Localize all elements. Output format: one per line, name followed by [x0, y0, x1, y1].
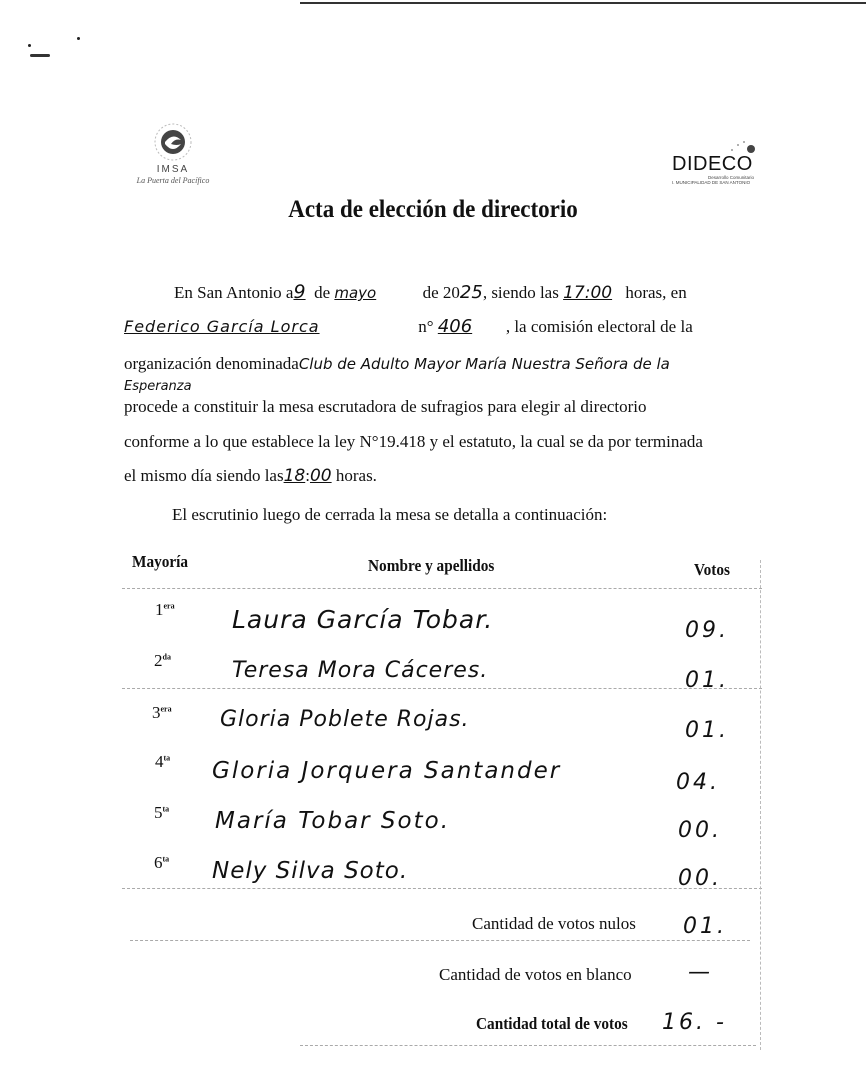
handwritten-end-minutes: 00: [309, 466, 332, 486]
row-ordinal-5: $5^{ta}$: [154, 803, 170, 822]
text-fragment: de: [314, 283, 331, 302]
text-fragment: En San Antonio a: [174, 283, 294, 302]
dideco-subtitle: Desarrollo Comunitario: [707, 175, 754, 180]
row-name-5: María Tobar Soto.: [215, 808, 451, 834]
row-ordinal-1: $1^{era}$: [155, 600, 175, 619]
table-dashed-line: [122, 888, 762, 890]
row-ordinal-2: $2^{da}$: [154, 651, 171, 670]
dideco-logo: [672, 140, 762, 185]
handwritten-month: mayo: [334, 284, 377, 302]
row-votes-5: 00.: [678, 818, 722, 843]
scan-speck: [77, 37, 80, 40]
table-dashed-vline: [760, 560, 762, 1050]
text-fragment: horas, en: [625, 283, 687, 302]
paragraph-line-2: [124, 318, 693, 336]
handwritten-org-name: Club de Adulto Mayor María Nuestra Señora de la: [298, 355, 670, 373]
header-mayoria: Mayoría: [132, 552, 189, 571]
row-name-2: Teresa Mora Cáceres.: [232, 658, 489, 683]
dideco-name: DIDECO: [672, 153, 753, 175]
header-nombre: Nombre y apellidos: [368, 556, 495, 575]
text-fragment: n°: [418, 317, 434, 336]
row-name-3: Gloria Poblete Rojas.: [220, 707, 470, 732]
row-votes-6: 00.: [678, 866, 722, 891]
table-dashed-line: [122, 688, 762, 690]
handwritten-day: 9: [293, 281, 306, 303]
imsa-name: IMSA: [156, 164, 190, 175]
row-name-1: Laura García Tobar.: [232, 605, 494, 634]
paragraph-line-6: [124, 467, 377, 485]
paragraph-line-3b: [124, 376, 192, 393]
blank-votes-label: Cantidad de votos en blanco: [439, 965, 632, 984]
dideco-dots-icon: [672, 140, 762, 154]
blank-votes-value: —: [688, 960, 713, 985]
text-fragment: , la comisión electoral de la: [505, 317, 693, 336]
handwritten-end-hour: 18: [283, 466, 306, 486]
scan-mark: [30, 54, 50, 57]
row-ordinal-3: $3^{era}$: [152, 703, 172, 722]
text-fragment: el mismo día siendo las: [124, 466, 284, 485]
row-ordinal-4: $4^{ta}$: [155, 752, 171, 771]
table-dashed-line: [130, 940, 750, 942]
imsa-emblem-icon: [151, 120, 195, 164]
imsa-logo: [128, 120, 218, 185]
row-votes-1: 09.: [685, 618, 729, 643]
row-ordinal-6: $6^{ta}$: [154, 853, 170, 872]
handwritten-address-number: 406: [437, 316, 473, 337]
paragraph-line-7: El escrutinio luego de cerrada la mesa se detalla a continuación:: [172, 505, 608, 524]
imsa-tagline: La Puerta del Pacífico: [136, 176, 210, 185]
paragraph-line-5: conforme a lo que establece la ley N°19.418 y el estatuto, la cual se da por terminada: [124, 432, 703, 451]
total-votes-label: Cantidad total de votos: [476, 1014, 628, 1033]
header-votos: Votos: [694, 560, 730, 579]
handwritten-start-time: 17:00: [563, 283, 613, 303]
row-votes-4: 04.: [676, 770, 720, 795]
paragraph-line-4: procede a constituir la mesa escrutadora de sufragios para elegir al directorio: [124, 397, 647, 416]
handwritten-address: Federico García Lorca: [124, 317, 320, 336]
text-fragment: , siendo las: [482, 283, 559, 302]
text-fragment: de 20: [422, 283, 460, 302]
null-votes-label: Cantidad de votos nulos: [472, 914, 636, 933]
handwritten-org-name-2: Esperanza: [124, 379, 192, 394]
total-votes-value: 16. -: [662, 1010, 727, 1035]
document-title: Acta de elección de directorio: [288, 196, 578, 223]
table-dashed-line: [300, 1045, 756, 1047]
handwritten-year: 25: [459, 282, 483, 303]
row-votes-3: 01.: [685, 718, 729, 743]
table-dashed-line: [122, 588, 762, 590]
row-votes-2: 01.: [685, 668, 729, 693]
null-votes-value: 01.: [683, 914, 727, 939]
paragraph-line-1: [174, 283, 687, 302]
scan-speck: [28, 44, 31, 47]
dideco-subtitle-2: I. MUNICIPALIDAD DE SAN ANTONIO: [672, 180, 751, 186]
row-name-6: Nely Silva Soto.: [212, 858, 409, 884]
top-border-line: [300, 2, 866, 4]
text-fragment: organización denominada: [124, 354, 299, 373]
text-fragment: horas.: [335, 466, 377, 485]
row-name-4: Gloria Jorquera Santander: [212, 758, 562, 784]
paragraph-line-3: [124, 355, 670, 372]
text-fragment: :: [305, 466, 310, 485]
